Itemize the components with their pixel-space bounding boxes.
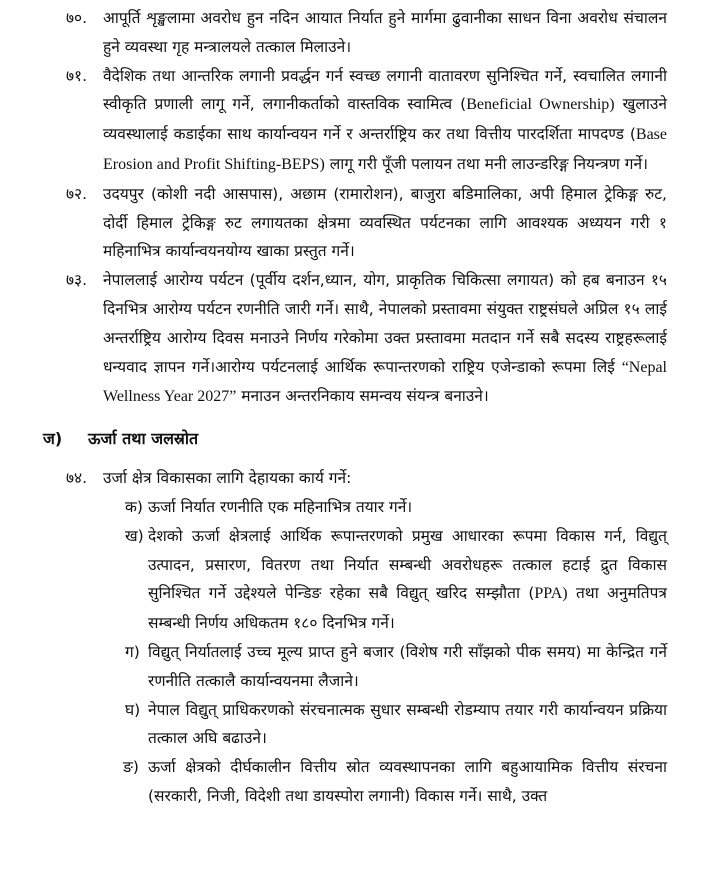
section-title: ऊर्जा तथा जलस्रोत	[88, 429, 199, 449]
subitem-ga	[125, 638, 667, 696]
list-item-74	[66, 464, 667, 493]
item-text: नेपाललाई आरोग्य पर्यटन (पूर्वीय दर्शन,ध्यान, योग, प्राकृतिक चिकित्सा लगायत) को हब बनाउन १५ दिनभित्र आरोग्य पर्यटन रणनीति जारी गर्ने। साथै, नेपालको प्रस्तावमा संयुक्त राष्ट्रसंघले अप्रिल १५ लाई अन्तर्राष्ट्रिय आरोग्य दिवस मनाउने निर्णय गरेकोमा उक्त प्रस्तावमा मतदान गर्ने सबै सदस्य राष्ट्रहरूलाई धन्यवाद ज्ञापन गर्ने।आरोग्य पर्यटनलाई आर्थिक रूपान्तरणको राष्ट्रिय एजेन्डाको रूपमा लिई	[103, 271, 667, 376]
item-number: ७१.	[66, 66, 88, 85]
item-text: आपूर्ति शृङ्खलामा अवरोध हुन नदिन आयात निर्यात हुने मार्गमा ढुवानीका साधन विना अवरोध संचालन हुने व्यवस्था गृह मन्त्रालयले तत्काल मिलाउने।	[103, 9, 667, 56]
item-number: ७३.	[66, 271, 88, 290]
item-text-latin: Base Erosion and Profit Shifting-BEPS)	[103, 126, 667, 173]
item-text: वैदेशिक तथा आन्तरिक लगानी प्रवर्द्धन गर्न स्वच्छ लगानी वातावरण सुनिश्चित गर्ने, स्वचालित लगानी स्वीकृति प्रणाली लागू गर्ने, लगानीकर्ताको वास्तविक स्वामित्व (	[103, 66, 667, 114]
subitem-nga	[123, 753, 667, 811]
section-marker: ज)	[43, 429, 63, 449]
item-text: उर्जा क्षेत्र विकासका लागि देहायका कार्य गर्ने:	[103, 469, 352, 488]
subitem-text: ऊर्जा क्षेत्रको दीर्घकालीन वित्तीय स्रोत व्यवस्थापनका लागि बहुआयामिक वित्तीय संरचना (सरकारी, निजी, विदेशी तथा डायस्पोरा लगानी) विकास गर्ने। साथै, उक्त	[148, 758, 667, 805]
subitem-marker: ख)	[125, 526, 144, 545]
subitem-marker: घ)	[125, 700, 141, 719]
subitem-marker: क)	[125, 497, 143, 516]
subitem-text-latin: PPA)	[534, 585, 568, 603]
item-text: उदयपुर (कोशी नदी आसपास), अछाम (रामारोशन), बाजुरा बडिमालिका, अपी हिमाल ट्रेकिङ्ग रुट, दोर्दी हिमाल ट्रेकिङ्ग रुट लगायतका क्षेत्रमा व्यवस्थित पर्यटनका लागि आवश्यक अध्ययन गरी १ महिनाभित्र कार्यान्वयनयोग्य खाका प्रस्तुत गर्ने।	[103, 184, 667, 261]
item-number: ७०.	[66, 9, 88, 27]
subitem-gha	[125, 696, 667, 754]
subitem-text: तथा अनुमतिपत्र सम्बन्धी निर्णय अधिकतम १८० दिनभित्र गर्ने।	[148, 584, 667, 633]
subitem-text: ऊर्जा निर्यात रणनीति एक महिनाभित्र तयार गर्ने।	[148, 497, 413, 516]
list-item-72	[66, 180, 667, 266]
item-text-latin: “Nepal Wellness Year 2027”	[103, 358, 667, 406]
section-heading	[0, 424, 718, 454]
subitem-ka	[125, 493, 667, 522]
item-number: ७२.	[66, 184, 88, 203]
subitem-text: नेपाल विद्युत् प्राधिकरणको संरचनात्मक सुधार सम्बन्धी रोडम्याप तयार गरी कार्यान्वयन प्रक्रिया तत्काल अघि बढाउने।	[148, 700, 667, 748]
subitem-marker: ङ)	[123, 758, 139, 777]
list-item-73	[66, 266, 667, 412]
list-item-71	[66, 62, 667, 180]
item-text: मनाउन अन्तरनिकाय समन्वय संयन्त्र बनाउने।	[236, 387, 489, 406]
subitem-text: देशको ऊर्जा क्षेत्रलाई आर्थिक रूपान्तरणको प्रमुख आधारका रूपमा विकास गर्न, विद्युत् उत्पादन, प्रसारण, वितरण तथा निर्यात सम्बन्धी अवरोधहरू तत्काल हटाई द्रुत विकास सुनिश्चित गर्ने उद्देश्यले पेन्डिङ रहेका सबै विद्युत् खरिद सम्झौता (	[148, 526, 667, 603]
list-item-70	[66, 4, 667, 62]
subitem-marker: ग)	[125, 642, 140, 661]
item-number: ७४.	[66, 469, 88, 488]
item-text-latin: Beneficial Ownership)	[466, 96, 615, 114]
item-text: खुलाउने व्यवस्थालाई कडाईका साथ कार्यान्वयन गर्ने र अन्तर्राष्ट्रिय कर तथा वित्तीय पारदर्शिता मापदण्ड (	[103, 95, 667, 144]
subitem-text: विद्युत् निर्यातलाई उच्च मूल्य प्राप्त हुने बजार (विशेष गरी साँझको पीक समय) मा केन्द्रित गर्ने रणनीति तत्कालै कार्यान्वयनमा लैजाने।	[148, 642, 667, 690]
subitem-kha	[125, 522, 667, 638]
item-text: लागू गरी पूँजी पलायन तथा मनी लाउन्डरिङ्ग नियन्त्रण गर्ने।	[324, 154, 648, 173]
